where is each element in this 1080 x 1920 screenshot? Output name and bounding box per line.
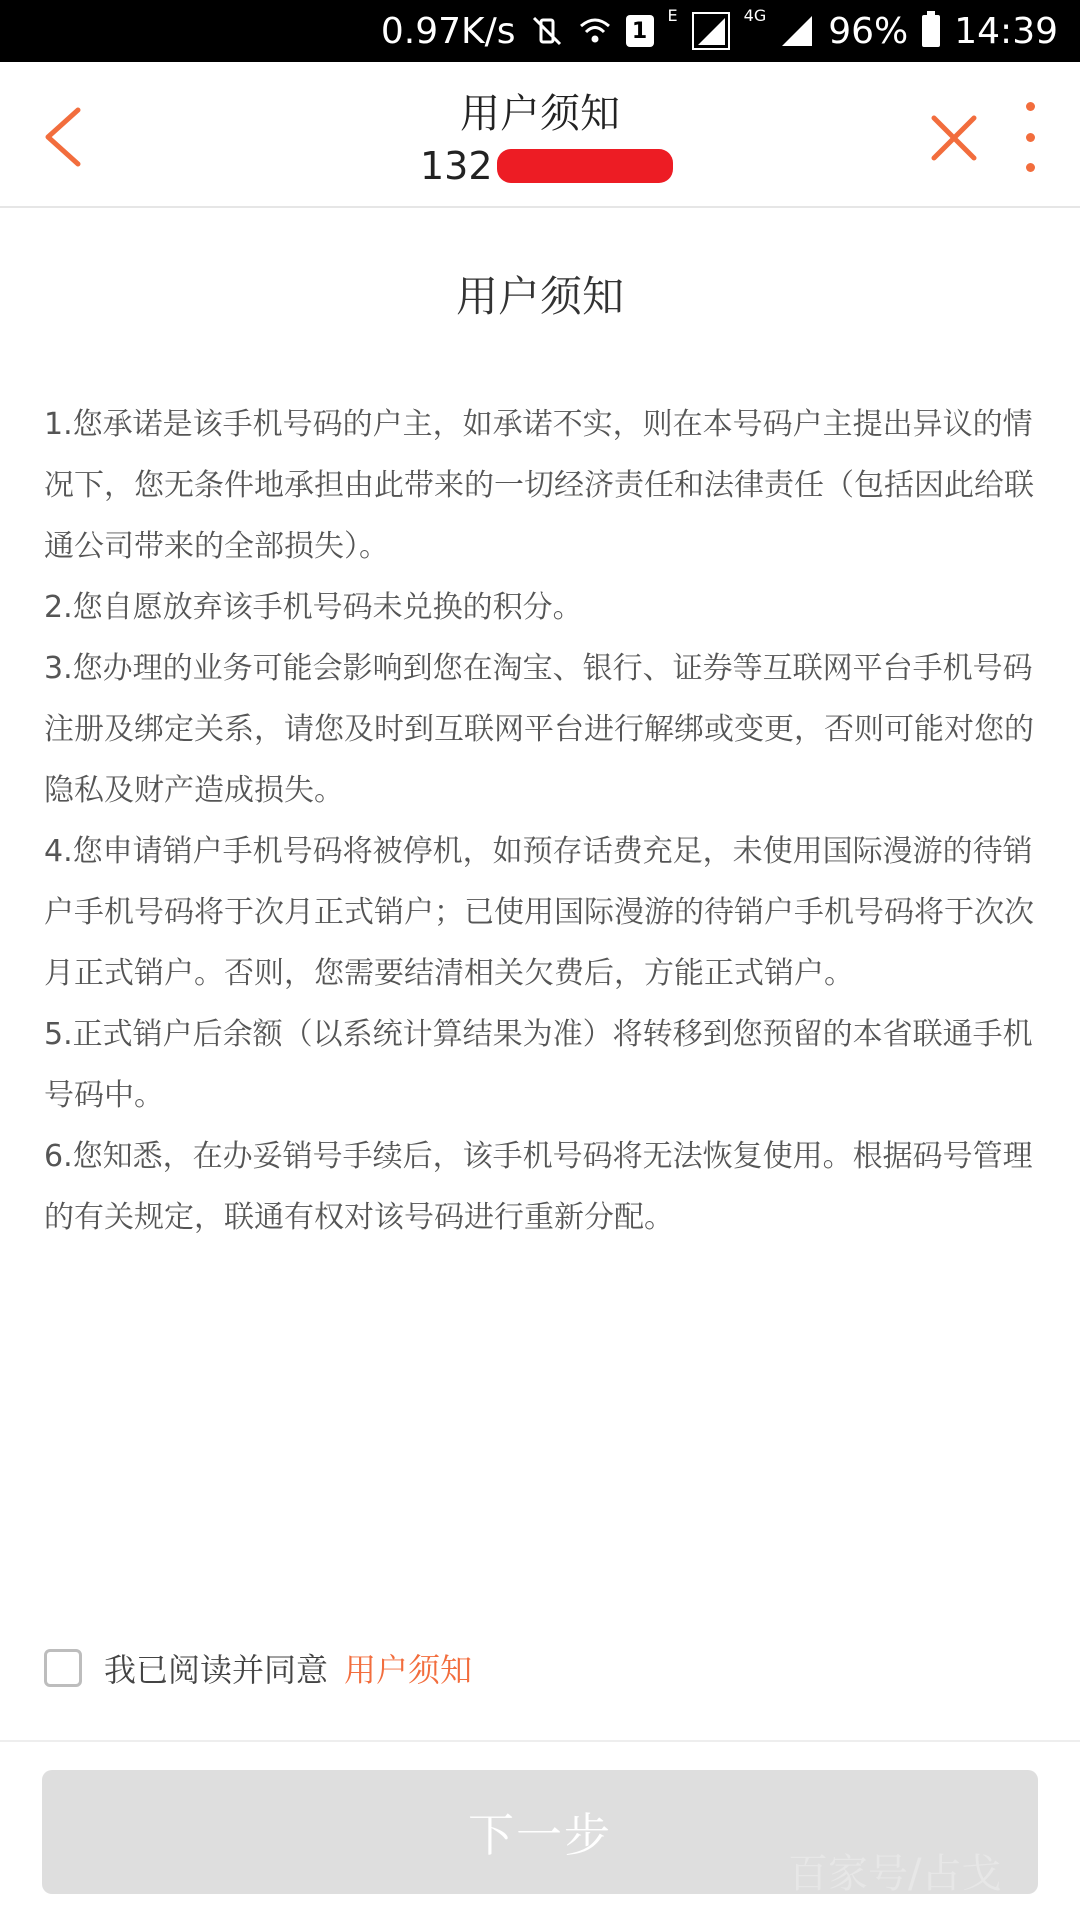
notice-item-1: 1.您承诺是该手机号码的户主，如承诺不实，则在本号码户主提出异议的情况下，您无条件地承担由此带来的一切经济责任和法律责任（包括因此给联通公司带来的全部损失）。 (44, 407, 1034, 564)
notice-item-2: 2.您自愿放弃该手机号码未兑换的积分。 (44, 590, 583, 625)
document-title: 用户须知 (455, 272, 624, 321)
status-bar (0, 0, 1080, 62)
document-body (44, 394, 1044, 1248)
battery-percent: 96% (828, 10, 909, 52)
battery-icon (922, 15, 940, 47)
agree-checkbox[interactable] (44, 1649, 82, 1687)
notice-item-6: 6.您知悉，在办妥销号手续后，该手机号码将无法恢复使用。根据码号管理的有关规定，联通有权对该号码进行重新分配。 (44, 1139, 1033, 1235)
close-button[interactable] (926, 110, 982, 166)
notice-item-4: 4.您申请销户手机号码将被停机，如预存话费充足，未使用国际漫游的待销户手机号码将于次月正式销户；已使用国际漫游的待销户手机号码将于次次月正式销户。否则，您需要结清相关欠费后，方能正式销户。 (44, 834, 1034, 991)
sim-slot-badge: 1 (626, 15, 654, 47)
more-dot-icon (1026, 163, 1035, 172)
signal-strength-icon (692, 11, 730, 51)
next-step-button[interactable]: 下一步 (42, 1770, 1038, 1894)
page-title: 用户须知 (460, 91, 620, 137)
net-speed: 0.97K/s (380, 10, 516, 52)
watermark: 百家号/占戈 (788, 1851, 1002, 1897)
phone-number (420, 144, 673, 188)
header (0, 62, 1080, 208)
cellular-signal-icon (780, 11, 814, 51)
agreement-row (44, 1646, 472, 1690)
close-icon (926, 110, 982, 166)
wifi-icon (578, 11, 612, 51)
network-type-4g: 4G (743, 6, 767, 25)
redaction-mark (497, 149, 673, 183)
agree-label[interactable]: 我已阅读并同意 (104, 1651, 329, 1689)
notice-item-5: 5.正式销户后余额（以系统计算结果为准）将转移到您预留的本省联通手机号码中。 (44, 1017, 1033, 1113)
clock: 14:39 (954, 10, 1058, 52)
notice-item-3: 3.您办理的业务可能会影响到您在淘宝、银行、证券等互联网平台手机号码注册及绑定关系，请您及时到互联网平台进行解绑或变更，否则可能对您的隐私及财产造成损失。 (44, 651, 1034, 808)
more-dot-icon (1026, 102, 1035, 111)
more-dot-icon (1026, 133, 1035, 142)
user-notice-link[interactable]: 用户须知 (344, 1651, 473, 1689)
phone-prefix: 132 (420, 144, 493, 188)
mute-vibrate-icon (530, 11, 564, 51)
more-menu-button[interactable] (1012, 102, 1048, 172)
network-type-e: E (667, 6, 678, 25)
divider (0, 1740, 1080, 1742)
